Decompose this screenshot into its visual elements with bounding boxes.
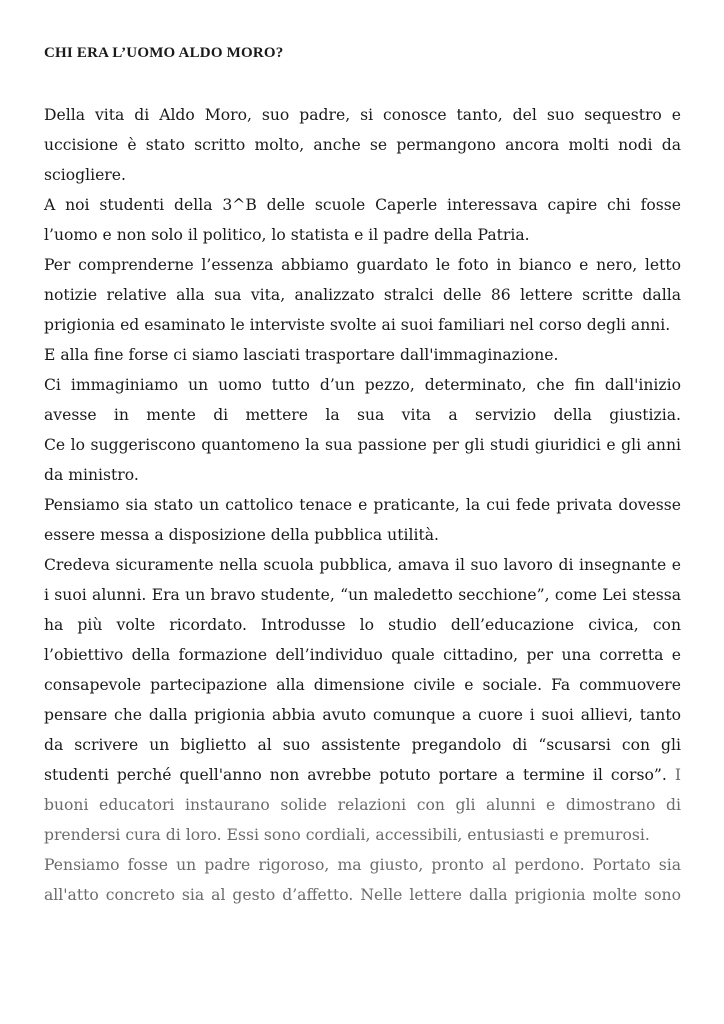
document-title: CHI ERA L’UOMO ALDO MORO? bbox=[44, 45, 284, 61]
paragraph-3: Per comprenderne l’essenza abbiamo guardato le foto in bianco e nero, letto notizie relative alla sua vita, analizzato stralci delle 86 lettere scritte dalla prigionia ed esaminato le interviste svolte ai suoi familiari nel corso degli anni. bbox=[44, 256, 681, 334]
paragraph-2: A noi studenti della 3^B delle scuole Caperle interessava capire chi fosse l’uomo e non solo il politico, lo statista e il padre della Patria. bbox=[44, 196, 681, 244]
paragraph-6: Ce lo suggeriscono quantomeno la sua passione per gli studi giuridici e gli anni da ministro. bbox=[44, 436, 681, 484]
paragraph-8 bbox=[44, 550, 681, 850]
paragraph-8-text: Credeva sicuramente nella scuola pubblica, amava il suo lavoro di insegnante e i suoi alunni. Era un bravo studente, “un maledetto secchione”, come Lei stessa ha più volte ricordato. Introdusse lo studio dell’educazione civica, con l’obiettivo della formazione dell’individuo quale cittadino, per una corretta e consapevole partecipazione alla dimensione civile e sociale. Fa commuovere pensare che dalla prigionia abbia avuto comunque a cuore i suoi allievi, tanto da scrivere un biglietto al suo assistente pregandolo di “scusarsi con gli studenti perché quell'anno non avrebbe potuto portare a termine il corso”. bbox=[44, 556, 681, 784]
document-body bbox=[44, 100, 681, 910]
paragraph-7: Pensiamo sia stato un cattolico tenace e praticante, la cui fede privata dovesse essere messa a disposizione della pubblica utilità. bbox=[44, 496, 681, 544]
paragraph-8-grey-tail: I buoni educatori instaurano solide relazioni con gli alunni e dimostrano di prendersi cura di loro. Essi sono cordiali, accessibili, entusiasti e premurosi. bbox=[44, 766, 681, 844]
paragraph-5: Ci immaginiamo un uomo tutto d’un pezzo, determinato, che fin dall'inizio avesse in mente di mettere la sua vita a servizio della giustizia. bbox=[44, 376, 681, 424]
paragraph-9: Pensiamo fosse un padre rigoroso, ma giusto, pronto al perdono. Portato sia all'atto concreto sia al gesto d’affetto. Nelle lettere dalla prigionia molte sono bbox=[44, 856, 681, 904]
paragraph-4: E alla fine forse ci siamo lasciati trasportare dall'immaginazione. bbox=[44, 346, 559, 364]
paragraph-1: Della vita di Aldo Moro, suo padre, si conosce tanto, del suo sequestro e uccisione è stato scritto molto, anche se permangono ancora molti nodi da sciogliere. bbox=[44, 106, 681, 184]
